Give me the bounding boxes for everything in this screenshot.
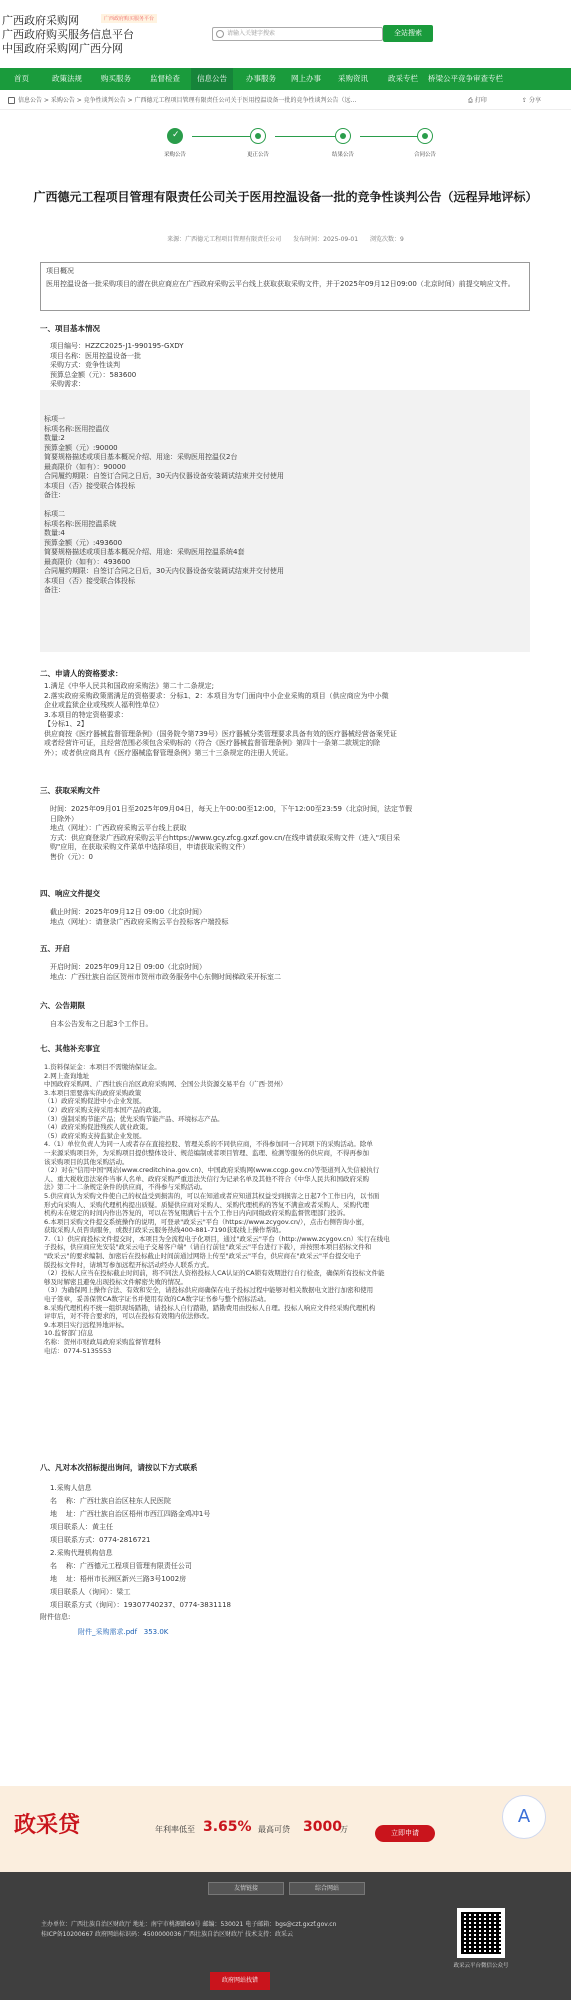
contact-text: 1.采购人信息 名 称：广西壮族自治区桂东人民医院 地 址：广西壮族自治区梧州市西江四路金鸡冲1号 项目联系人：黄主任 项目联系方式：0774-2816721 2.采购代理机构信息 名 称：广西德元工程项目管理有限责任公司 地 址：梧州市长洲区新兴三路3号1002房 项目联系人（询问）：梁工 项目联系方式（询问）：19307740237、0774-3831118 [50, 1484, 232, 1609]
friend-links-select[interactable]: 友情链接 [208, 1882, 284, 1895]
qr-code [457, 1908, 505, 1958]
nav-services[interactable]: 购买服务 [101, 74, 131, 83]
section-heading: 四、响应文件提交 [40, 889, 100, 898]
requirements-text: 标项一 标项名称:医用控温仪 数量:2 预算金额（元）:90000 简要规格描述或项目基本概况介绍、用途：采购医用控温仪2台 最高限价（如有）：90000 合同履约期限：自签订合同之日后，30天内仪器设备安装调试结束并交付使用 本项目（否）接受联合体投标 备注： 标项二 标项名称:医用控温系统 数量:4 预算金额（元）:493600 简要规格描述或项目基本概况介绍、用途：采购医用控温系统4套 最高限价（如有）：493600 合同履约期限：自签订合同之日后，30天内仪器设备安装调试结束并交付使用 本项目（否）接受联合体投标 备注： [44, 415, 284, 594]
site-footer [0, 1872, 571, 2000]
footer-info: 主办单位：广西壮族自治区财政厅 地址：南宁市桃源路69号 邮编：530021 电子邮箱：bgs@czt.gxzf.gov.cn 桂ICP备10200667 政府网站标识码：4500000036 广西壮族自治区财政厅 技术支持：政采云 [41, 1921, 337, 1938]
attachment-link[interactable]: 附件_采购需求.pdf 353.0K [78, 1628, 169, 1636]
search-button[interactable]: 全站搜索 [383, 25, 433, 42]
nav-review[interactable]: 桥梁公平竞争审查专栏 [428, 74, 503, 83]
ad-rate: 3.65% [203, 1819, 252, 1835]
qualification-text: 1.满足《中华人民共和国政府采购法》第二十二条规定; 2.落实政府采购政策需满足的资格要求：分标1、2：本项目为专门面向中小企业采购的项目（供应商应为中小微 企业或监狱企业或残疾人福利性单位） 3.本项目的特定资格要求： 【分标1、2】 供应商按《医疗器械监督管理条例》（国务院令第739号）医疗器械分类管理要求具备有效的医疗器械经营备案凭证 或者经营许可证，且经营范围必须包含采购标的（符合《医疗器械监督管理条例》第四十一条第二款规定的除 外）；或者供应商具有《医疗器械监督管理条例》第三十三条规定的注册人凭证。 [44, 682, 397, 757]
apply-button[interactable]: 立即申请 [375, 1825, 435, 1842]
article-meta: 来源：广西德元工程项目管理有限责任公司 发布时间：2025-09-01 浏览次数：9 [167, 236, 404, 243]
progress-steps [150, 128, 436, 168]
site-name-1: 广西政府采购网 [2, 14, 79, 27]
nav-supervision[interactable]: 监督检查 [150, 74, 180, 83]
section-heading: 七、其他补充事宜 [40, 1044, 100, 1053]
share-button[interactable]: ⇪ 分享 [522, 97, 541, 104]
error-report-badge[interactable]: 政府网站找错 [210, 1972, 270, 1990]
check-icon [167, 128, 183, 144]
overview-heading: 项目概况 [46, 267, 74, 275]
main-nav [0, 68, 571, 90]
submission-text: 截止时间：2025年09月12日 09:00（北京时间） 地点（网址）：请登录广西政府采购云平台投标客户端投标 [50, 908, 229, 926]
step-result[interactable]: 结果公告 [318, 128, 368, 158]
nav-announcements[interactable]: 信息公告 [191, 68, 233, 90]
header-tag: 广西政府购买服务平台 [101, 14, 157, 23]
breadcrumb: 信息公告 > 采购公告 > 竞争性谈判公告 > 广西德元工程项目管理有限责任公司关于医用控温设备一批的竞争性谈判公告（远... [0, 92, 571, 110]
site-name-2: 广西政府购买服务信息平台 [2, 28, 134, 41]
nav-office[interactable]: 办事服务 [246, 74, 276, 83]
site-header [0, 0, 571, 64]
dot-icon [335, 128, 351, 144]
accessibility-icon[interactable]: A [502, 1795, 546, 1839]
overview-text: 医用控温设备一批采购项目的潜在供应商应在广西政府采购云平台线上获取获取采购文件，并于2025年09月12日09:00（北京时间）前提交响应文件。 [46, 280, 515, 288]
location-icon [8, 97, 15, 104]
section-heading: 一、项目基本情况 [40, 324, 100, 333]
ad-free-label: 最高可贷 [258, 1825, 290, 1834]
ad-amount: 3000 [303, 1819, 342, 1835]
project-info: 项目编号：HZZC2025-J1-990195-GXDY 项目名称：医用控温设备一批 采购方式：竞争性谈判 预算总金额（元）：583600 采购需求： [50, 342, 184, 388]
search-icon [216, 30, 224, 38]
loan-ad-banner[interactable] [0, 1786, 571, 1872]
supplement-text: 1.资料保证金：本项目不需缴纳保证金。 2.网上查询地址 中国政府采购网、广西壮族自治区政府采购网、全国公共资源交易平台（广西·贺州） 3.本项目需要落实的政府采购政策 （1）政府采购促进中小企业发展。 （2）政府采购支持采用本国产品的政策。 （3）强制采购节能产品；优先采购节能产品、环境标志产品。 （4）政府采购促进残疾人就业政策。 （5）政府采购支持监狱企业发展。 4.（1）单位负责人为同一人或者存在直接控股、管理关系的不同供应商，不得参加同一合同项下的采购活动。除单 一来源采购项目外，为采购项目提供整体设计、规范编制或者项目管理、监理、检测等服务的供应商，不得再参加 该采购项目的其他采购活动。 （2）对在"信用中国"网站(www.creditchina.gov.cn)、中国政府采购网(www.ccgp.gov.cn)等渠道列入失信被执行 人、重大税收违法案件当事人名单、政府采购严重违法失信行为记录名单及其他不符合《中华人民共和国政府采购 法》第二十二条规定条件的供应商，不得参与采购活动。 5.供应商认为采购文件使自己的权益受到损害的，可以在知道或者应知道其权益受到损害之日起7个工作日内，以书面 形式向采购人、采购代理机构提出质疑。质疑供应商对采购人、采购代理机构的答复不满意或者采购人、采购代理 机构未在规定的时间内作出答复的，可以在答复期满后十五个工作日内向同级政府采购监督管理部门投诉。 6.本项目采购文件提交系统操作的说明，可登录"政采云"平台（https://www.zcygov.cn/），点击右侧咨询小蜜， 获取采购人员咨询服务，或拨打政采云服务热线400-881-7190获取线上操作帮助。 7.（1）供应商投标文件提交时，本项目为全流程电子化项目，通过"政采云"平台（http://www.zcygov.cn）实行在线电 子投标，供应商应先安装"政采云电子交易客户端"（请自行前往"政采云"平台进行下载），并按照本项目招标文件和 "政采云"的要求编制、加密后在投标截止时间前通过网络上传至"政采云"平台，供应商在"政采云"平台提交电子 版投标文件时，请填写参加远程开标活动经办人联系方式。 （2）投标人应当在投标截止时间前，将不同法人资格投标人CA认证的CA锁有效期进行自行检查，确保所有投标文件能 够及时解密且避免出现投标文件解密失败的情况。 （3）为确保网上操作合法、有效和安全，请投标供应商确保在电子投标过程中能够对相关数据电文进行加密和使用 电子签章，妥善保管CA数字证书并使用有效的CA数字证书参与整个招标活动。 8.采购代理机构不统一组织现场踏勘，请投标人自行踏勘，踏勘费用由投标人自理。投标人响应文件经采购代理机构 评审后，对不符合要求的，可以在投标有效期内依法修改。 9.本项目实行远程异地评标。 10.监督部门信息 名称：贺州市财政局政府采购监督管理科 电话：0774-5135553 [44, 1063, 390, 1355]
section-heading: 五、开启 [40, 944, 70, 953]
ad-unit: 万 [340, 1825, 348, 1834]
attachment-label: 附件信息: [40, 1613, 71, 1621]
section-heading: 二、申请人的资格要求： [40, 669, 123, 678]
section-heading: 三、获取采购文件 [40, 786, 100, 795]
dot-icon [417, 128, 433, 144]
obtain-docs-text: 时间：2025年09月01日至2025年09月04日，每天上午00:00至12:00，下午12:00至23:59（北京时间，法定节假 日除外） 地点（网址）：广西政府采购云平台线上获取 方式：供应商登录广西政府采购云平台https://www.gcy.zfcg.gxzf.gov.cn/在线申请获取采购文件（进入"项目采 购"应用，在获取采购文件菜单中选择项目，申请获取采购文件） 售价（元）：0 [50, 805, 412, 861]
section-heading: 八、凡对本次招标提出询问，请按以下方式联系 [40, 1463, 198, 1472]
nav-column[interactable]: 政采专栏 [388, 74, 418, 83]
step-contract[interactable]: 合同公告 [400, 128, 450, 158]
nav-online[interactable]: 网上办事 [291, 74, 321, 83]
period-text: 自本公告发布之日起3个工作日。 [50, 1020, 153, 1028]
overview-box [40, 262, 530, 311]
qr-caption: 政采云平台微信公众号 [453, 1963, 509, 1969]
section-heading: 六、公告期限 [40, 1001, 85, 1010]
dot-icon [250, 128, 266, 144]
portal-links-select[interactable]: 综合网站 [289, 1882, 365, 1895]
ad-rate-label: 年利率低至 [155, 1825, 195, 1834]
step-purchase[interactable]: ✓ 采购公告 [150, 128, 200, 158]
nav-home[interactable]: 首页 [14, 74, 29, 83]
step-correction[interactable]: 更正公告 [233, 128, 283, 158]
print-button[interactable]: ⎙ 打印 [468, 97, 487, 104]
nav-news[interactable]: 采购资讯 [338, 74, 368, 83]
page-title: 广西德元工程项目管理有限责任公司关于医用控温设备一批的竞争性谈判公告（远程异地评标） [33, 190, 538, 204]
site-name-3: 中国政府采购网广西分网 [2, 42, 123, 55]
search-input[interactable]: 请输入关键字搜索 [212, 27, 383, 41]
ad-logo: 政采贷 [14, 1813, 81, 1838]
nav-policy[interactable]: 政策法规 [52, 74, 82, 83]
opening-text: 开启时间：2025年09月12日 09:00（北京时间） 地点：广西壮族自治区贺州市贺州市政务服务中心东侧时间梯政采开标室二 [50, 963, 281, 981]
